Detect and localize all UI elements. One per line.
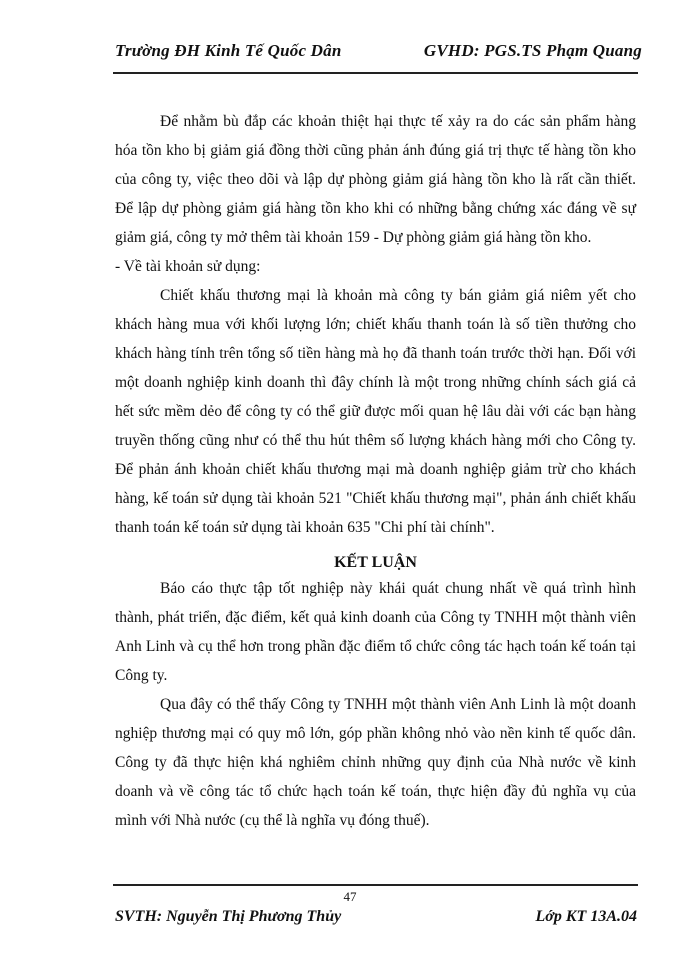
paragraph-provision: Để nhằm bù đắp các khoản thiệt hại thực tế xảy ra do các sản phẩm hàng hóa tồn kho bị giảm giá đồng thời cũng phản ánh đúng giá trị thực tế hàng tồn kho của công ty, việc theo dõi và lập dự phòng giảm giá hàng tồn kho là rất cần thiết. Để lập dự phòng giảm giá hàng tồn kho khi có những bằng chứng xác đáng về sự giảm giá, công ty mở thêm tài khoản 159 - Dự phòng giảm giá hàng tồn kho. (115, 113, 636, 246)
page-number: 47 (343, 889, 357, 904)
header-supervisor: GVHD: PGS.TS Phạm Quang (423, 41, 642, 60)
footer-student: SVTH: Nguyễn Thị Phương Thủy (115, 908, 342, 925)
paragraph-discounts: Chiết khấu thương mại là khoản mà công ty bán giảm giá niêm yết cho khách hàng mua với khối lượng lớn; chiết khấu thanh toán là số tiền thưởng cho khách hàng tính trên tổng số tiền hàng mà họ đã thanh toán trước thời hạn. Đối với một doanh nghiệp kinh doanh thì đây chính là một trong những chính sách giá cả hết sức mềm dẻo để công ty có thể giữ được mối quan hệ lâu dài với các bạn hàng truyền thống cũng như có thể thu hút thêm số lượng khách hàng mới cho Công ty. Để phản ánh khoản chiết khấu thương mại mà doanh nghiệp giảm trừ cho khách hàng, kế toán sử dụng tài khoản 521 "Chiết khấu thương mại", phản ánh chiết khấu thanh toán kế toán sử dụng tài khoản 635 "Chi phí tài chính". (115, 287, 636, 536)
header-divider (113, 72, 638, 74)
footer-divider (113, 884, 638, 886)
paragraph-conclusion-2: Qua đây có thể thấy Công ty TNHH một thành viên Anh Linh là một doanh nghiệp thương mại có quy mô lớn, góp phần không nhỏ vào nền kinh tế quốc dân. Công ty đã thực hiện khá nghiêm chỉnh những quy định của Nhà nước về kinh doanh và về công tác tổ chức hạch toán kế toán, thực hiện đầy đủ nghĩa vụ của mình với Nhà nước (cụ thể là nghĩa vụ đóng thuế). (115, 696, 636, 829)
conclusion-heading: KẾT LUẬN (334, 554, 417, 571)
page-header (115, 36, 642, 66)
paragraph-conclusion-1: Báo cáo thực tập tốt nghiệp này khái quát chung nhất về quá trình hình thành, phát triển, đặc điểm, kết quả kinh doanh của Công ty TNHH một thành viên Anh Linh và cụ thể hơn trong phần đặc điểm tổ chức công tác hạch toán kế toán tại Công ty. (115, 580, 636, 684)
page-footer (115, 902, 637, 932)
paragraph-accounts-used: - Về tài khoản sử dụng: (115, 258, 261, 275)
footer-class: Lớp KT 13A.04 (535, 908, 637, 925)
page-body (115, 107, 636, 835)
header-university: Trường ĐH Kinh Tế Quốc Dân (115, 41, 342, 60)
